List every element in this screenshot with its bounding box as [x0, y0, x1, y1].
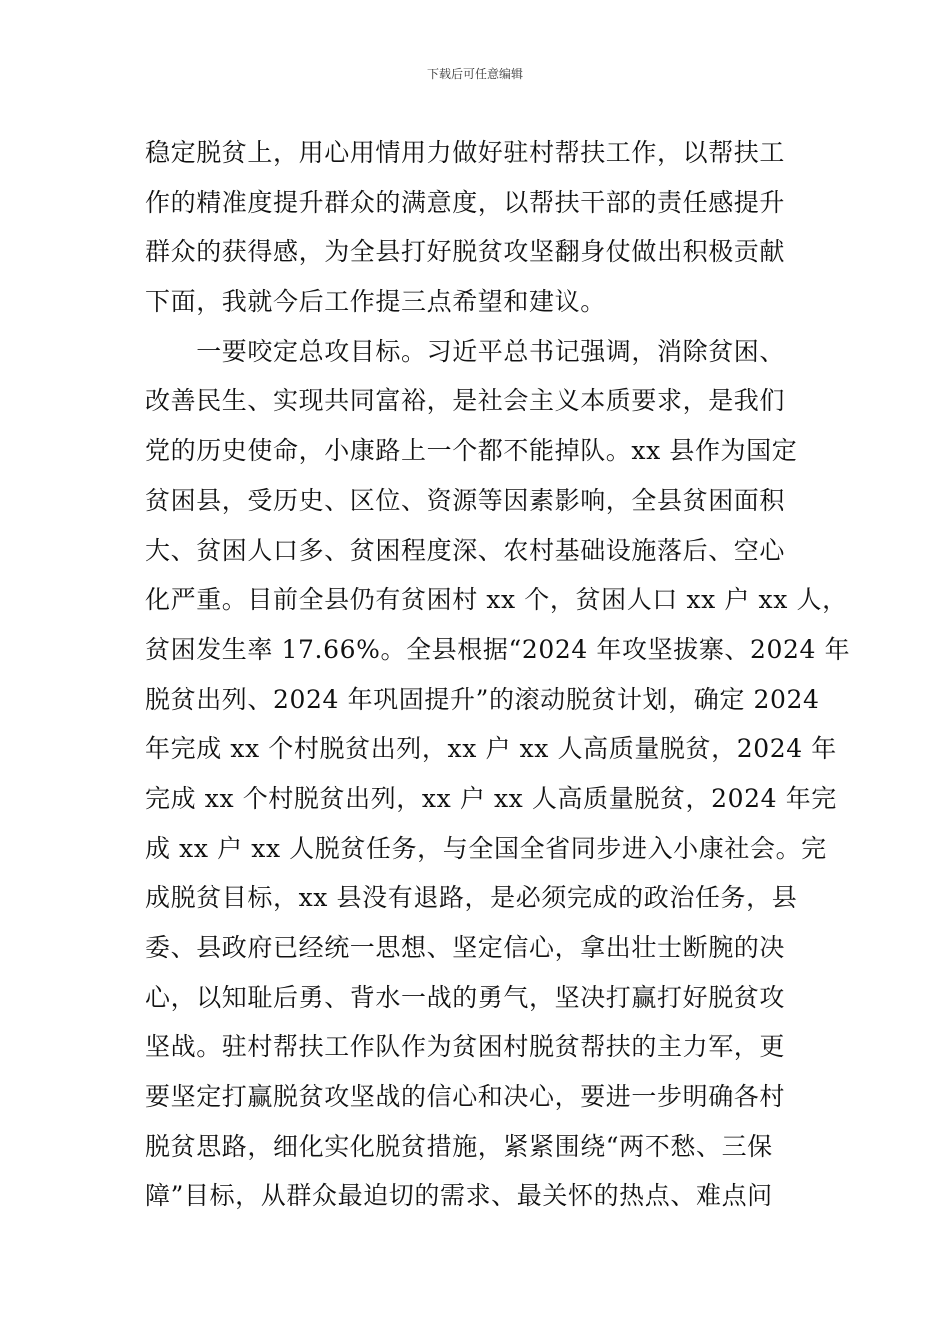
text-line: 心，以知耻后勇、背水一战的勇气，坚决打赢打好脱贫攻: [145, 982, 786, 1012]
text-line: 贫困县，受历史、区位、资源等因素影响，全县贫困面积: [145, 485, 786, 515]
text-line: 稳定脱贫上，用心用情用力做好驻村帮扶工作，以帮扶工: [145, 138, 786, 167]
text-line: 完成 xx 个村脱贫出列，xx 户 xx 人高质量脱贫，2024 年完: [145, 783, 837, 813]
text-line: 化严重。目前全县仍有贫困村 xx 个，贫困人口 xx 户 xx 人，: [145, 585, 848, 615]
text-line: 作的精准度提升群众的满意度，以帮扶干部的责任感提升: [145, 187, 786, 217]
text-line: 成脱贫目标，xx 县没有退路，是必须完成的政治任务，县: [145, 883, 798, 913]
text-line: 党的历史使命，小康路上一个都不能掉队。xx 县作为国定: [145, 436, 798, 466]
text-line: 障”目标，从群众最迫切的需求、最关怀的热点、难点问: [145, 1181, 773, 1211]
text-line: 一要咬定总攻目标。习近平总书记强调，消除贫困、: [145, 336, 786, 366]
text-line: 委、县政府已经统一思想、坚定信心，拿出壮士断腕的决: [145, 933, 786, 962]
text-line: 贫困发生率 17.66%。全县根据“2024 年攻坚拔寨、2024 年: [145, 634, 851, 664]
text-line: 群众的获得感，为全县打好脱贫攻坚翻身仗做出积极贡献: [145, 237, 786, 267]
text-line: 坚战。驻村帮扶工作队作为贫困村脱贫帮扶的主力军，更: [145, 1032, 786, 1062]
document-body: [145, 128, 851, 1221]
page-header-note: 下载后可任意编辑: [426, 67, 523, 81]
text-line: 大、贫困人口多、贫困程度深、农村基础设施落后、空心: [145, 535, 786, 565]
text-line: 改善民生、实现共同富裕，是社会主义本质要求，是我们: [145, 386, 786, 416]
text-line: 要坚定打赢脱贫攻坚战的信心和决心，要进一步明确各村: [145, 1082, 786, 1112]
text-line: 下面，我就今后工作提三点希望和建议。: [145, 287, 606, 317]
text-line: 成 xx 户 xx 人脱贫任务，与全国全省同步进入小康社会。完: [145, 833, 827, 863]
text-line: 脱贫出列、2024 年巩固提升”的滚动脱贫计划，确定 2024: [145, 684, 820, 714]
text-line: 年完成 xx 个村脱贫出列，xx 户 xx 人高质量脱贫，2024 年: [145, 734, 837, 764]
text-line: 脱贫思路，细化实化脱贫措施，紧紧围绕“两不愁、三保: [145, 1131, 773, 1161]
